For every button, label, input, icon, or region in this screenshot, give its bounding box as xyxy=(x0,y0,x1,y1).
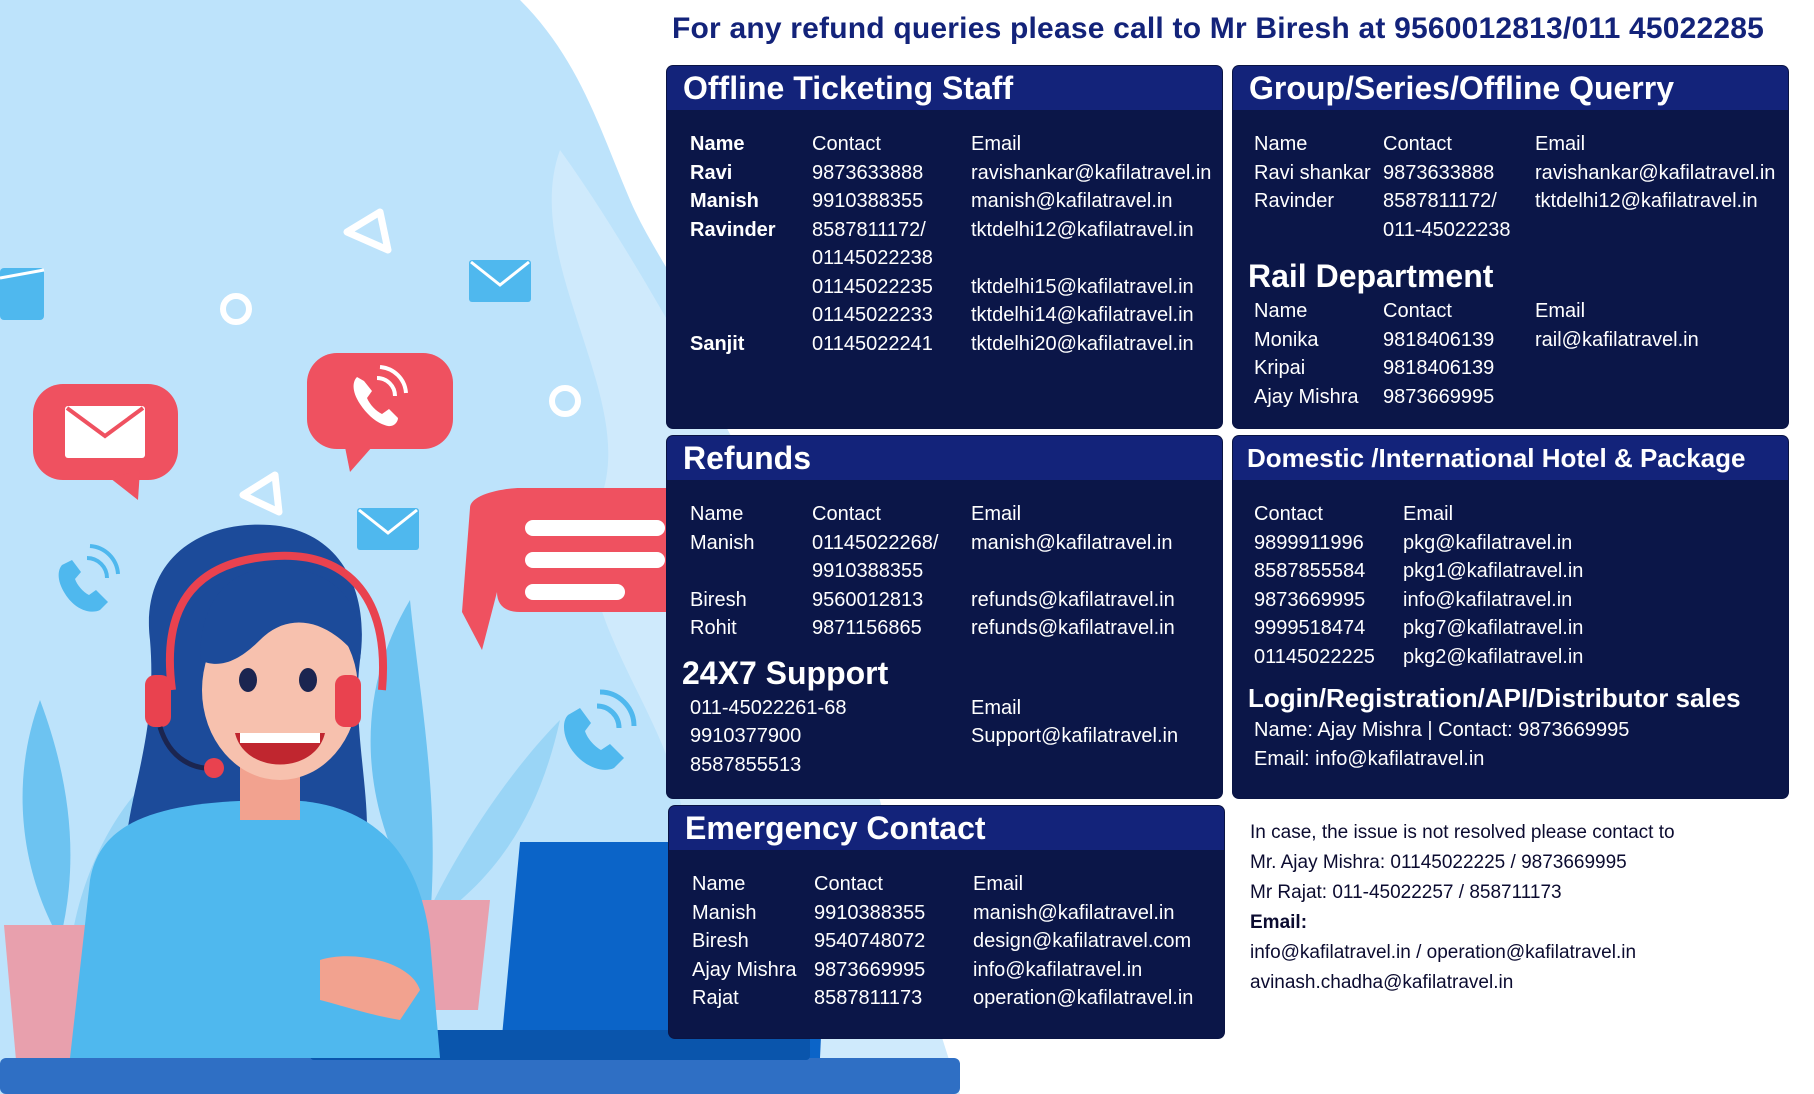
contact-number: 9910388355 xyxy=(814,901,926,924)
contact-number: 9910388355 xyxy=(812,560,924,582)
contact-email[interactable]: pkg2@kafilatravel.in xyxy=(1403,645,1584,668)
column-header: Name xyxy=(692,873,746,895)
table-row xyxy=(1254,614,1788,643)
contact-number: 9818406139 xyxy=(1383,328,1495,351)
contact-email[interactable]: operation@kafilatravel.in xyxy=(973,987,1194,1009)
staff-contact: 01145022241 xyxy=(812,332,933,355)
table-row xyxy=(690,751,1222,780)
contact-number: 9560012813 xyxy=(812,588,924,611)
escalation-contact: Mr. Ajay Mishra: 01145022225 / 9873669995 xyxy=(1250,852,1627,873)
panel-title: Emergency Contact xyxy=(669,806,1224,850)
panel-title: Domestic /International Hotel & Package xyxy=(1233,436,1788,480)
escalation-email-label: Email: xyxy=(1250,912,1308,933)
contact-name: Biresh xyxy=(690,588,747,611)
login-sales-email[interactable]: Email: info@kafilatravel.in xyxy=(1254,747,1485,770)
contact-email[interactable]: pkg1@kafilatravel.in xyxy=(1403,560,1584,582)
group-series-panel xyxy=(1233,66,1788,428)
contact-name: Monika xyxy=(1254,328,1319,351)
staff-email[interactable]: ravishankar@kafilatravel.in xyxy=(971,161,1212,184)
column-header: Email xyxy=(1535,300,1586,322)
contact-name: Ravinder xyxy=(1254,190,1335,212)
contact-name: Kripai xyxy=(1254,357,1306,379)
contact-email[interactable]: design@kafilatravel.com xyxy=(973,930,1192,952)
table-row xyxy=(690,330,1222,359)
table-header xyxy=(1254,500,1788,529)
staff-email[interactable]: manish@kafilatravel.in xyxy=(971,190,1173,212)
contact-email[interactable]: ravishankar@kafilatravel.in xyxy=(1535,161,1776,184)
panel-title: Group/Series/Offline Querry xyxy=(1233,66,1788,110)
contact-name xyxy=(1254,216,1383,245)
column-header: Contact xyxy=(1383,133,1452,155)
column-header: Name xyxy=(1254,133,1308,155)
column-header: Email xyxy=(971,696,1022,719)
table-row xyxy=(1254,557,1788,586)
staff-name: Ravinder xyxy=(690,218,776,241)
staff-contact: 01145022238 xyxy=(812,247,933,269)
staff-name: Manish xyxy=(690,190,759,212)
mail-icon xyxy=(469,260,531,302)
staff-name xyxy=(690,273,812,302)
contact-number: 8587855584 xyxy=(1254,560,1366,582)
table-header xyxy=(692,870,1224,899)
table-row xyxy=(690,557,1222,586)
contact-number: 9899911996 xyxy=(1254,531,1364,554)
staff-contact: 8587811172/ xyxy=(812,218,926,241)
table-row xyxy=(690,216,1222,245)
table-row xyxy=(690,273,1222,302)
table-row xyxy=(690,694,1222,723)
table-row xyxy=(690,187,1222,216)
hotel-package-panel xyxy=(1233,436,1788,798)
column-header: Name xyxy=(1254,300,1308,322)
escalation-note xyxy=(1250,818,1810,998)
support-phone: 9910377900 xyxy=(690,725,802,747)
column-header: Contact xyxy=(1254,503,1323,525)
contact-email[interactable]: manish@kafilatravel.in xyxy=(973,901,1175,924)
table-row xyxy=(1254,354,1788,383)
staff-name xyxy=(690,301,812,330)
contact-email[interactable]: pkg7@kafilatravel.in xyxy=(1403,617,1584,639)
staff-name: Ravi xyxy=(690,161,733,184)
table-row xyxy=(1254,529,1788,558)
staff-contact: 9910388355 xyxy=(812,190,924,212)
column-header: Email xyxy=(971,133,1022,155)
refund-call-banner: For any refund queries please call to Mr Biresh at 9560012813/011 45022285 xyxy=(672,12,1765,45)
table-row xyxy=(692,956,1224,985)
table-row xyxy=(1254,216,1788,245)
contact-email[interactable]: info@kafilatravel.in xyxy=(1403,588,1573,611)
table-row xyxy=(690,529,1222,558)
staff-email[interactable]: tktdelhi15@kafilatravel.in xyxy=(971,275,1194,298)
contact-name xyxy=(690,557,812,586)
support-phone: 8587855513 xyxy=(690,753,802,776)
contact-email[interactable]: rail@kafilatravel.in xyxy=(1535,328,1699,351)
table-row xyxy=(1254,159,1788,188)
contact-email[interactable]: refunds@kafilatravel.in xyxy=(971,617,1175,639)
table-row xyxy=(1254,383,1788,412)
contact-email[interactable]: manish@kafilatravel.in xyxy=(971,531,1173,554)
support-title: 24X7 Support xyxy=(682,654,889,691)
contact-name: Rajat xyxy=(692,987,739,1009)
contact-number: 9871156865 xyxy=(812,617,922,639)
contact-number: 8587811173 xyxy=(814,987,923,1009)
column-header: Contact xyxy=(812,133,881,155)
contact-name: Manish xyxy=(690,531,755,554)
escalation-contact: Mr Rajat: 011-45022257 / 858711173 xyxy=(1250,882,1562,903)
contact-email[interactable]: info@kafilatravel.in xyxy=(973,958,1143,981)
mail-icon xyxy=(0,268,44,320)
table-row xyxy=(690,614,1222,643)
staff-email[interactable]: tktdelhi12@kafilatravel.in xyxy=(971,218,1194,241)
contact-name: Biresh xyxy=(692,930,749,952)
escalation-email[interactable]: info@kafilatravel.in / operation@kafilatravel.in xyxy=(1250,942,1637,963)
contact-name: Ajay Mishra xyxy=(692,958,797,981)
column-header: Email xyxy=(1535,133,1586,155)
refunds-panel xyxy=(667,436,1222,798)
column-header: Name xyxy=(690,133,745,155)
table-header xyxy=(690,500,1222,529)
contact-number: 01145022225 xyxy=(1254,645,1375,668)
staff-name: Sanjit xyxy=(690,332,745,355)
table-row xyxy=(1254,187,1788,216)
column-header: Contact xyxy=(812,503,881,525)
contact-email[interactable]: tktdelhi12@kafilatravel.in xyxy=(1535,190,1758,212)
staff-name xyxy=(690,244,812,273)
table-header xyxy=(1254,297,1788,326)
table-row xyxy=(690,301,1222,330)
contact-number: 9540748072 xyxy=(814,930,926,952)
contact-name: Ajay Mishra xyxy=(1254,385,1359,408)
table-header xyxy=(690,130,1222,159)
contact-name: Ravi shankar xyxy=(1254,161,1371,184)
staff-contact: 01145022233 xyxy=(812,304,933,326)
contact-name: Manish xyxy=(692,901,757,924)
column-header: Email xyxy=(971,503,1022,525)
table-header xyxy=(1254,130,1788,159)
contact-number: 9873633888 xyxy=(1383,161,1495,184)
mail-icon xyxy=(357,508,419,550)
escalation-intro: In case, the issue is not resolved please contact to xyxy=(1250,822,1675,843)
table-row xyxy=(690,244,1222,273)
contact-number: 011-45022238 xyxy=(1383,218,1511,241)
panel-title: Refunds xyxy=(667,436,1222,480)
column-header: Contact xyxy=(814,873,883,895)
contact-number: 9999518474 xyxy=(1254,617,1366,639)
table-row xyxy=(690,159,1222,188)
offline-ticketing-panel xyxy=(667,66,1222,428)
emergency-panel xyxy=(669,806,1224,1038)
contact-number: 9873669995 xyxy=(814,958,926,981)
rail-title: Rail Department xyxy=(1248,258,1494,294)
table-row xyxy=(690,586,1222,615)
contact-number: 9873669995 xyxy=(1254,588,1366,611)
panel-title: Offline Ticketing Staff xyxy=(667,66,1222,110)
staff-email[interactable]: tktdelhi20@kafilatravel.in xyxy=(971,332,1194,355)
contact-number: 01145022268/ xyxy=(812,531,939,554)
login-sales-contact: Name: Ajay Mishra | Contact: 9873669995 xyxy=(1254,719,1630,741)
login-sales-title: Login/Registration/API/Distributor sales xyxy=(1248,683,1741,713)
column-header: Email xyxy=(1403,503,1454,525)
table-row xyxy=(1254,326,1788,355)
table-row xyxy=(692,899,1224,928)
staff-contact: 9873633888 xyxy=(812,161,924,184)
table-row xyxy=(690,722,1222,751)
contact-number: 9818406139 xyxy=(1383,357,1495,379)
contact-email[interactable]: pkg@kafilatravel.in xyxy=(1403,531,1573,554)
staff-email[interactable]: tktdelhi14@kafilatravel.in xyxy=(971,304,1194,326)
escalation-email[interactable]: avinash.chadha@kafilatravel.in xyxy=(1250,972,1514,993)
desk xyxy=(0,1058,960,1094)
contact-number: 8587811172/ xyxy=(1383,190,1497,212)
contact-email[interactable]: refunds@kafilatravel.in xyxy=(971,588,1175,611)
staff-contact: 01145022235 xyxy=(812,275,933,298)
contact-name: Rohit xyxy=(690,617,737,639)
contact-number: 9873669995 xyxy=(1383,385,1495,408)
table-row xyxy=(692,984,1224,1013)
column-header: Email xyxy=(973,873,1024,895)
table-row xyxy=(1254,586,1788,615)
table-row xyxy=(1254,643,1788,672)
support-email[interactable]: Support@kafilatravel.in xyxy=(971,725,1179,747)
column-header: Contact xyxy=(1383,300,1452,322)
column-header: Name xyxy=(690,503,744,525)
table-row xyxy=(692,927,1224,956)
support-phone: 011-45022261-68 xyxy=(690,696,847,719)
